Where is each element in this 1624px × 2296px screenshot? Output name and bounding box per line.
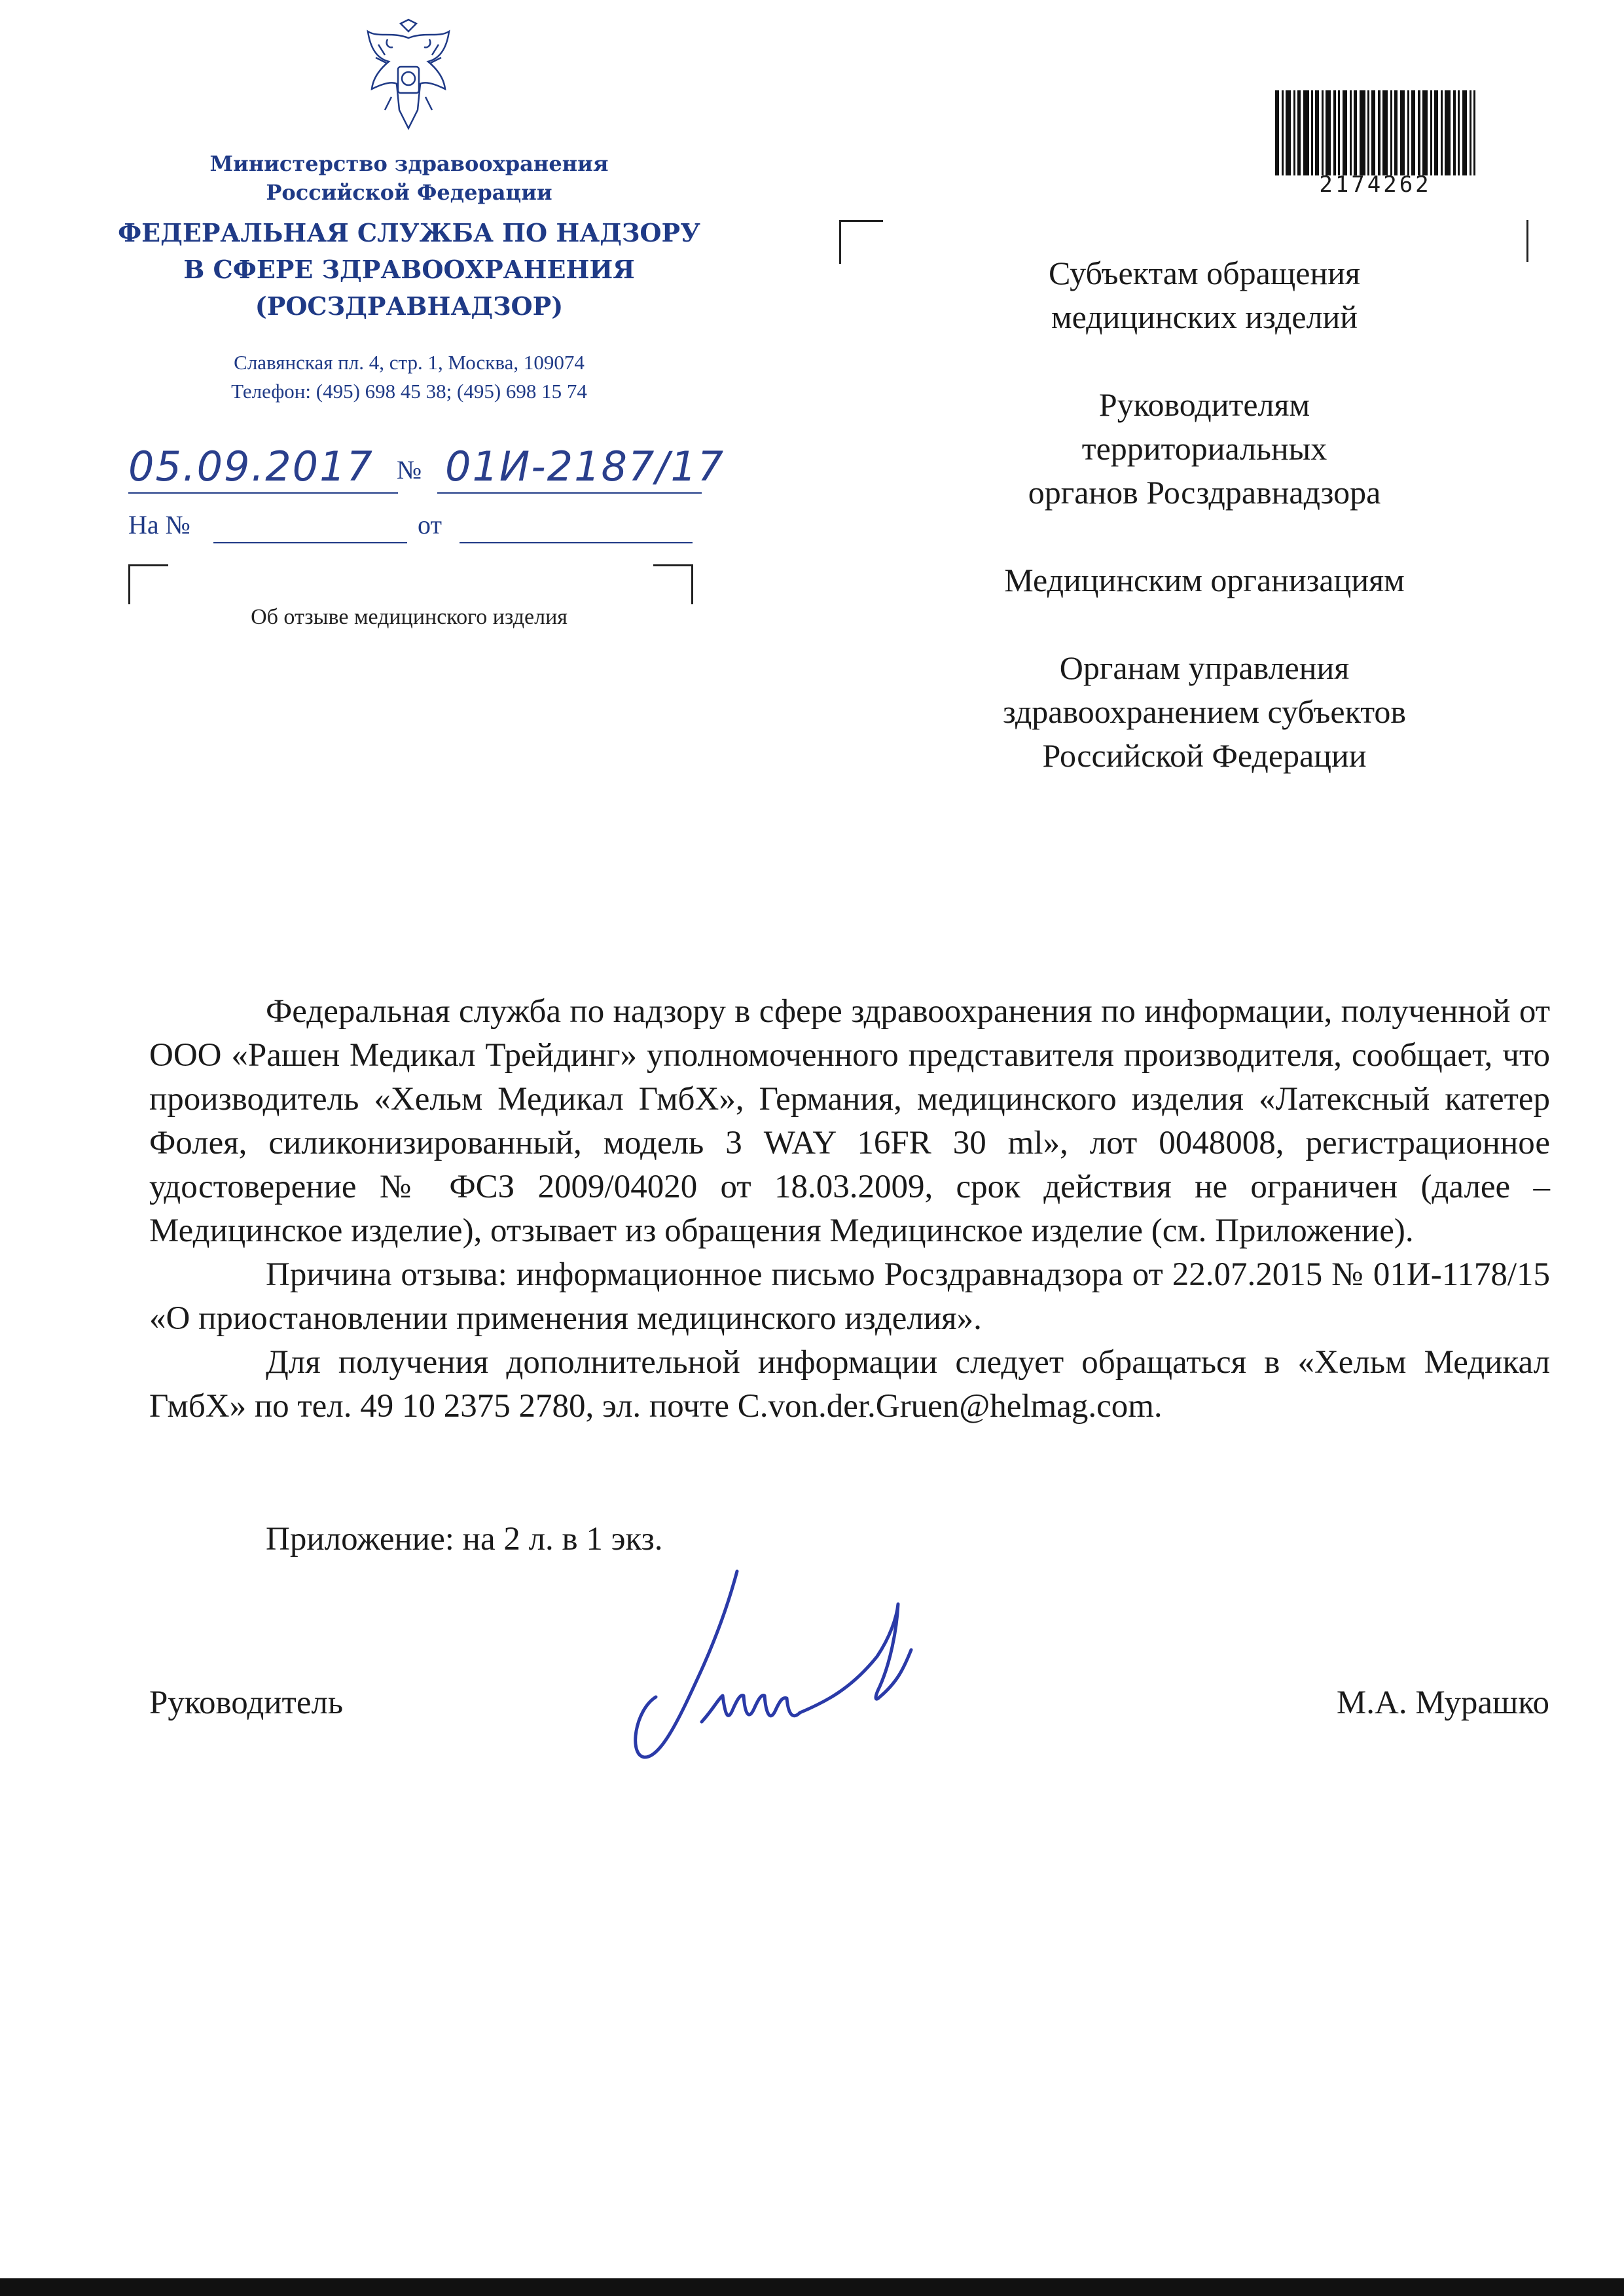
- addressee-2: [877, 383, 1532, 515]
- barcode: [1275, 90, 1475, 175]
- body-paragraph-1: Федеральная служба по надзору в сфере здравоохранения по информации, полученной от ООО «Рашен Медикал Трейдинг» уполномоченного представителя производителя, сообщает, что производитель «Хельм Медикал ГмбХ», Германия, медицинского изделия «Латексный катетер Фолея, силиконизированный, модель 3 WAY 16FR 30 ml», лот 0048008, регистрационное удостоверение № ФСЗ 2009/04020 от 18.03.2009, срок действия не ограничен (далее – Медицинское изделие), отзывает из обращения Медицинское изделие (см. Приложение).: [149, 993, 1550, 1249]
- coat-of-arms-icon: [359, 18, 458, 131]
- addressee-2-line-3: органов Росздравнадзора: [1028, 474, 1381, 511]
- service-line-2: В СФЕРЕ ЗДРАВООХРАНЕНИЯ: [183, 255, 635, 284]
- reference-date-line: [460, 542, 693, 543]
- number-sign: №: [397, 455, 422, 484]
- number-underline: [437, 492, 702, 494]
- addressee-3: [877, 558, 1532, 602]
- date-underline: [128, 492, 398, 494]
- addressee-1-line-1: Субъектам обращения: [1049, 255, 1360, 291]
- ministry-name: [118, 149, 700, 207]
- subject-bracket-right: [653, 564, 693, 604]
- barcode-number: 2174262: [1319, 172, 1432, 198]
- subject-bracket-left: [128, 564, 168, 604]
- service-name: [118, 215, 700, 325]
- letter-subject: Об отзыве медицинского изделия: [251, 605, 568, 629]
- letter-body: [149, 990, 1550, 1429]
- signatory-name: М.А. Мурашко: [1336, 1685, 1549, 1721]
- addressee-block: [877, 251, 1532, 822]
- handwritten-signature: [615, 1558, 969, 1781]
- addressee-4-line-2: здравоохранением субъектов: [1002, 693, 1407, 730]
- annex-note: Приложение: на 2 л. в 1 экз.: [266, 1521, 663, 1558]
- reference-from-label: от: [418, 510, 442, 539]
- ministry-line-1: Министерство здравоохранения: [209, 151, 609, 176]
- service-line-3: (РОСЗДРАВНАДЗОР): [255, 291, 564, 321]
- addressee-2-line-2: территориальных: [1081, 430, 1327, 467]
- addressee-bracket-left: [839, 220, 883, 264]
- addressee-4-line-3: Российской Федерации: [1042, 737, 1367, 774]
- signatory-role: Руководитель: [149, 1685, 344, 1721]
- reference-label: На №: [128, 510, 190, 539]
- addressee-1: [877, 251, 1532, 339]
- address-line: Славянская пл. 4, стр. 1, Москва, 109074: [234, 351, 585, 374]
- service-line-1: ФЕДЕРАЛЬНАЯ СЛУЖБА ПО НАДЗОРУ: [118, 218, 700, 247]
- body-paragraph-3: Для получения дополнительной информации следует обращаться в «Хельм Медикал ГмбХ» по тел. 49 10 2375 2780, эл. почте C.von.der.Gruen@helmag.com.: [149, 1344, 1550, 1425]
- addressee-4-line-1: Органам управления: [1059, 649, 1350, 686]
- addressee-3-line-1: Медицинским организациям: [1004, 562, 1405, 598]
- sender-address: [118, 348, 700, 406]
- ministry-line-2: Российской Федерации: [266, 180, 552, 205]
- addressee-4: [877, 646, 1532, 778]
- registration-date: 05.09.2017: [128, 443, 374, 490]
- phone-line: Телефон: (495) 698 45 38; (495) 698 15 74: [231, 380, 587, 403]
- scan-edge: [0, 2278, 1624, 2296]
- registration-number: 01И-2187/17: [445, 443, 725, 490]
- addressee-2-line-1: Руководителям: [1098, 386, 1310, 423]
- body-paragraph-2: Причина отзыва: информационное письмо Росздравнадзора от 22.07.2015 № 01И-1178/15 «О приостановлении применения медицинского изделия».: [149, 1256, 1550, 1337]
- reference-number-line: [213, 542, 407, 543]
- addressee-1-line-2: медицинских изделий: [1051, 299, 1358, 335]
